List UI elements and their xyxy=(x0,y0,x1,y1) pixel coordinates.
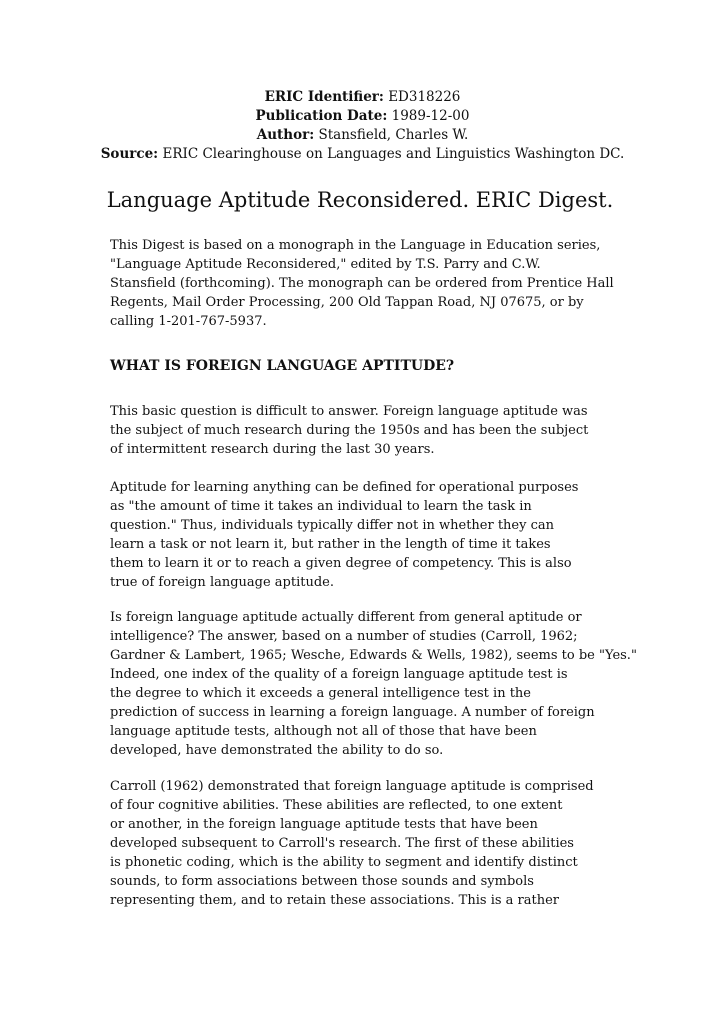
paragraph-line: prediction of success in learning a foreign language. A number of foreign xyxy=(110,705,595,720)
paragraph-line: representing them, and to retain these associations. This is a rather xyxy=(110,893,560,908)
paragraph-line: sounds, to form associations between those sounds and symbols xyxy=(110,874,534,889)
publication-date-row xyxy=(0,107,725,126)
paragraph-line: developed subsequent to Carroll's research. The first of these abilities xyxy=(110,836,574,851)
paragraph-3 xyxy=(110,608,637,760)
source-label: Source: xyxy=(100,146,159,162)
paragraph-2 xyxy=(110,478,620,592)
intro-line: calling 1-201-767-5937. xyxy=(110,314,267,329)
paragraph-line: of intermittent research during the last 30 years. xyxy=(110,442,435,457)
paragraph-line: them to learn it or to reach a given degree of competency. This is also xyxy=(110,556,572,571)
paragraph-line: Aptitude for learning anything can be defined for operational purposes xyxy=(110,480,579,495)
paragraph-line: question." Thus, individuals typically differ not in whether they can xyxy=(110,518,554,533)
author-label: Author: xyxy=(256,127,315,143)
intro-line: Stansfield (forthcoming). The monograph can be ordered from Prentice Hall xyxy=(110,276,614,291)
intro-paragraph xyxy=(110,236,620,331)
paragraph-line: true of foreign language aptitude. xyxy=(110,575,335,590)
paragraph-line: Carroll (1962) demonstrated that foreign language aptitude is comprised xyxy=(110,779,594,794)
author-value: Stansfield, Charles W. xyxy=(318,127,469,143)
paragraph-line: the degree to which it exceeds a general intelligence test in the xyxy=(110,686,531,701)
eric-identifier-value: ED318226 xyxy=(388,89,461,105)
source-value: ERIC Clearinghouse on Languages and Linguistics Washington DC. xyxy=(162,146,625,162)
document-title: Language Aptitude Reconsidered. ERIC Digest. xyxy=(106,188,614,212)
paragraph-4 xyxy=(110,777,620,910)
paragraph-line: Gardner & Lambert, 1965; Wesche, Edwards & Wells, 1982), seems to be "Yes." xyxy=(110,648,637,663)
intro-line: Regents, Mail Order Processing, 200 Old Tappan Road, NJ 07675, or by xyxy=(110,295,584,310)
source-row xyxy=(0,145,725,164)
paragraph-line: learn a task or not learn it, but rather in the length of time it takes xyxy=(110,537,551,552)
paragraph-line: language aptitude tests, although not all of those that have been xyxy=(110,724,537,739)
paragraph-line: is phonetic coding, which is the ability to segment and identify distinct xyxy=(110,855,578,870)
document-metadata xyxy=(0,88,725,164)
paragraph-line: the subject of much research during the 1950s and has been the subject xyxy=(110,423,589,438)
eric-identifier-row xyxy=(0,88,725,107)
intro-line: This Digest is based on a monograph in the Language in Education series, xyxy=(110,238,601,253)
paragraph-line: This basic question is difficult to answer. Foreign language aptitude was xyxy=(110,404,588,419)
paragraph-1 xyxy=(110,402,620,459)
paragraph-line: developed, have demonstrated the ability to do so. xyxy=(110,743,444,758)
paragraph-line: of four cognitive abilities. These abilities are reflected, to one extent xyxy=(110,798,563,813)
publication-date-label: Publication Date: xyxy=(255,108,388,124)
publication-date-value: 1989-12-00 xyxy=(391,108,470,124)
intro-line: "Language Aptitude Reconsidered," edited by T.S. Parry and C.W. xyxy=(110,257,541,272)
paragraph-line: or another, in the foreign language aptitude tests that have been xyxy=(110,817,538,832)
paragraph-line: Is foreign language aptitude actually different from general aptitude or xyxy=(110,610,582,625)
section-heading: WHAT IS FOREIGN LANGUAGE APTITUDE? xyxy=(110,358,455,374)
paragraph-line: Indeed, one index of the quality of a foreign language aptitude test is xyxy=(110,667,568,682)
paragraph-line: intelligence? The answer, based on a number of studies (Carroll, 1962; xyxy=(110,629,578,644)
paragraph-line: as "the amount of time it takes an individual to learn the task in xyxy=(110,499,532,514)
eric-identifier-label: ERIC Identifier: xyxy=(264,89,384,105)
author-row xyxy=(0,126,725,145)
